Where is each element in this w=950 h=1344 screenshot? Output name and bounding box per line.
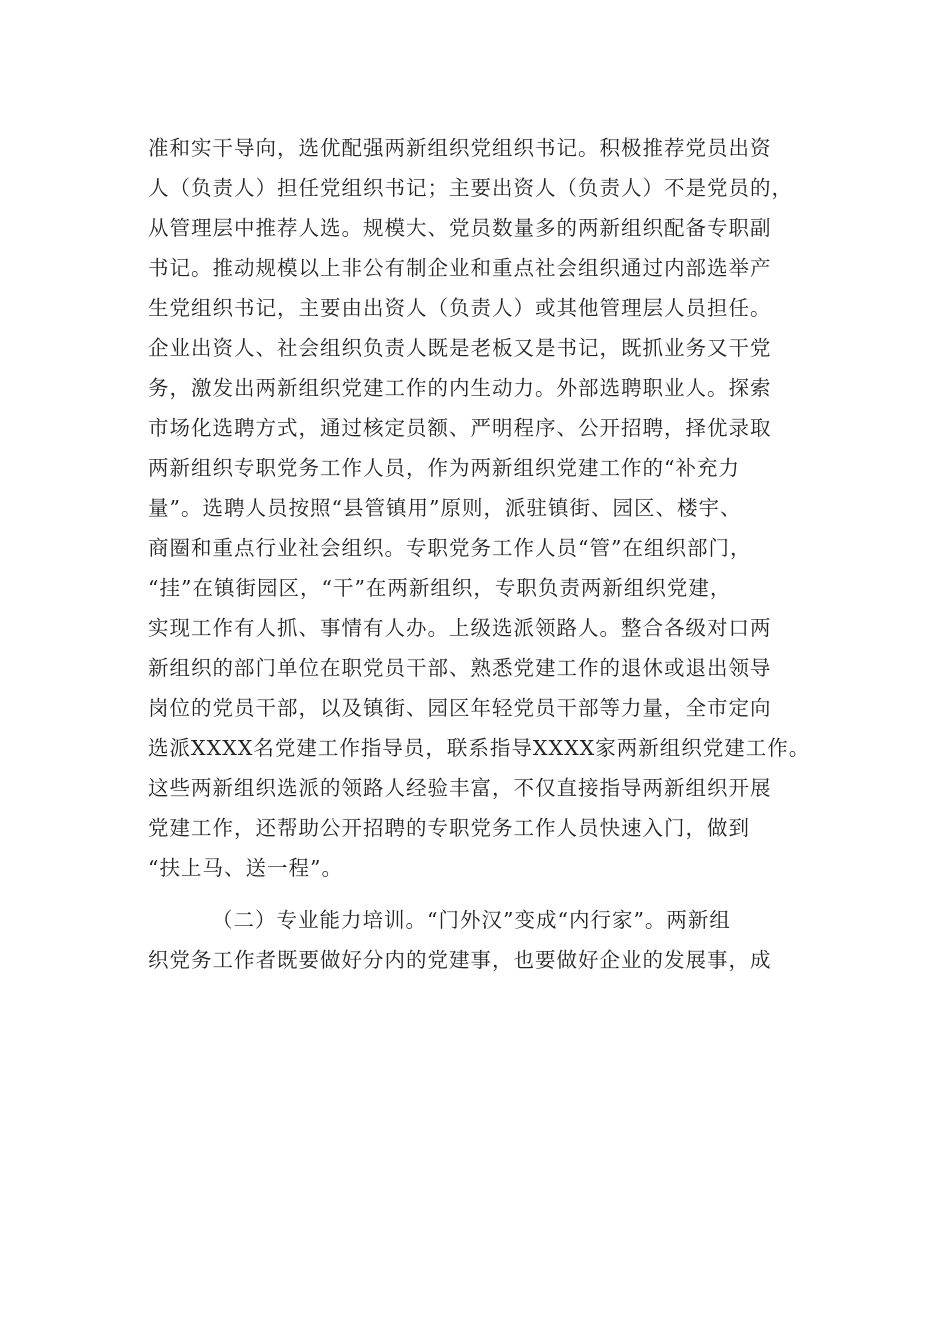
text-line: 从管理层中推荐人选。规模大、党员数量多的两新组织配备专职副	[148, 216, 772, 240]
text-line: 实现工作有人抓、事情有人办。上级选派领路人。整合各级对口两	[148, 616, 772, 640]
text-line: 务，激发出两新组织党建工作的内生动力。外部选聘职业人。探索	[148, 376, 772, 400]
section-heading-line: （二）专业能力培训。“门外汉”变成“内行家”。两新组	[212, 908, 731, 932]
text-line: 生党组织书记，主要由出资人（负责人）或其他管理层人员担任。	[148, 296, 772, 320]
text-line: 人（负责人）担任党组织书记；主要出资人（负责人）不是党员的，	[148, 176, 793, 200]
text-line: 党建工作，还帮助公开招聘的专职党务工作人员快速入门，做到	[148, 816, 750, 840]
text-line: “挂”在镇街园区，“干”在两新组织，专职负责两新组织党建，	[148, 576, 732, 600]
text-line: 量”。选聘人员按照“县管镇用”原则，派驻镇街、园区、楼宇、	[148, 496, 742, 520]
text-line: 企业出资人、社会组织负责人既是老板又是书记，既抓业务又干党	[148, 336, 772, 360]
paragraph-gap	[0, 888, 950, 900]
document-body	[0, 128, 950, 980]
text-line: 织党务工作者既要做好分内的党建事，也要做好企业的发展事，成	[148, 948, 772, 972]
text-line: 选派XXXX名党建工作指导员，联系指导XXXX家两新组织党建工作。	[148, 736, 811, 760]
text-line: 新组织的部门单位在职党员干部、熟悉党建工作的退休或退出领导	[148, 656, 772, 680]
text-line: 两新组织专职党务工作人员，作为两新组织党建工作的“补充力	[148, 456, 740, 480]
text-line: 这些两新组织选派的领路人经验丰富，不仅直接指导两新组织开展	[148, 776, 772, 800]
text-line: 市场化选聘方式，通过核定员额、严明程序、公开招聘，择优录取	[148, 416, 772, 440]
text-line: 书记。推动规模以上非公有制企业和重点社会组织通过内部选举产	[148, 256, 772, 280]
text-line: “扶上马、送一程”。	[148, 856, 343, 880]
text-line: 商圈和重点行业社会组织。专职党务工作人员“管”在组织部门，	[148, 536, 752, 560]
text-line: 准和实干导向，选优配强两新组织党组织书记。积极推荐党员出资	[148, 136, 772, 160]
text-line: 岗位的党员干部，以及镇街、园区年轻党员干部等力量，全市定向	[148, 696, 772, 720]
